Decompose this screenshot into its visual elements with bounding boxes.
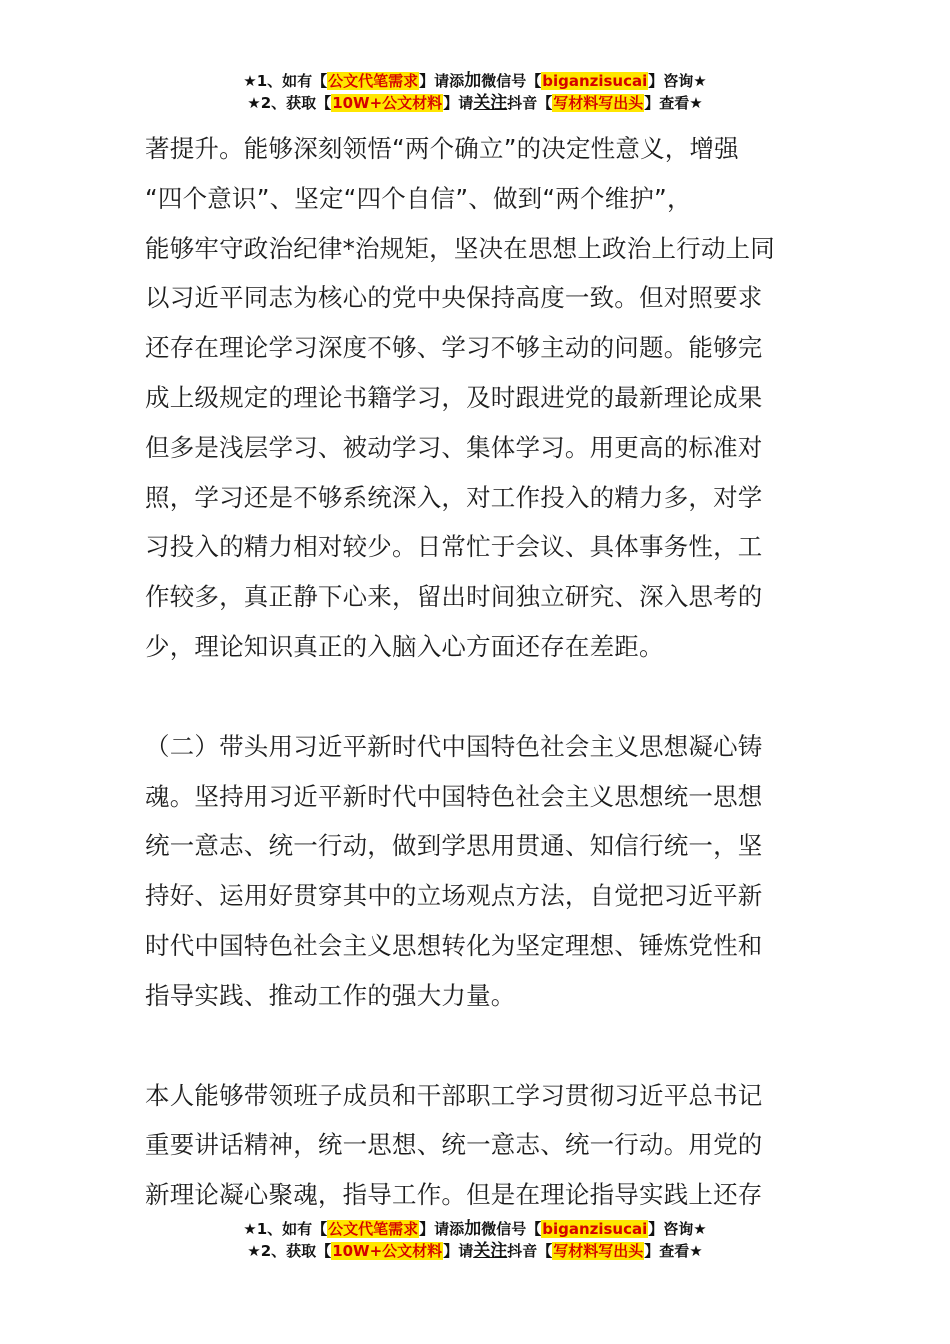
text-line: 习投入的精力相对较少。日常忙于会议、具体事务性，工 bbox=[145, 532, 763, 562]
text-line: 成上级规定的理论书籍学习，及时跟进党的最新理论成果 bbox=[145, 382, 763, 412]
banner-text: 】查看★ bbox=[644, 94, 703, 112]
text-line: 少，理论知识真正的入脑入心方面还存在差距。 bbox=[145, 631, 664, 661]
text-line: 新理论凝心聚魂，指导工作。但是在理论指导实践上还存 bbox=[145, 1180, 763, 1210]
banner-text: 】请添 bbox=[419, 1220, 465, 1238]
section-heading-line: （二）带头用习近平新时代中国特色社会主义思想凝心铸 bbox=[145, 731, 763, 761]
text-line: 照，学习还是不够系统深入，对工作投入的精力多，对学 bbox=[145, 482, 763, 512]
text-line: 魂。坚持用习近平新时代中国特色社会主义思想统一思想 bbox=[145, 781, 763, 811]
paragraph-2 bbox=[145, 722, 810, 1021]
banner-text: 微信号【 bbox=[481, 1220, 542, 1238]
banner-text: 抖音【 bbox=[507, 1242, 553, 1260]
paragraph-3 bbox=[145, 1071, 810, 1220]
text-line: 本人能够带领班子成员和干部职工学习贯彻习近平总书记 bbox=[145, 1080, 763, 1110]
text-line: 著提升。能够深刻领悟“两个确立”的决定性意义，增强 bbox=[145, 134, 739, 163]
text-line: 时代中国特色社会主义思想转化为坚定理想、锤炼党性和 bbox=[145, 930, 763, 960]
banner-text: ★2、获取【 bbox=[247, 1242, 332, 1260]
banner-text: 】请 bbox=[443, 94, 474, 112]
text-line: 持好、运用好贯穿其中的立场观点方法，自觉把习近平新 bbox=[145, 881, 763, 911]
banner-text: 】查看★ bbox=[644, 1242, 703, 1260]
document-body bbox=[145, 124, 810, 1220]
banner-highlight: 写材料写出头 bbox=[553, 1242, 644, 1260]
banner-line-1 bbox=[0, 70, 950, 92]
banner-emphasis: 加 bbox=[464, 71, 482, 91]
banner-highlight: biganzisucai bbox=[542, 72, 648, 90]
banner-highlight: 写材料写出头 bbox=[553, 94, 644, 112]
banner-text: 微信号【 bbox=[481, 72, 542, 90]
text-line: 重要讲话精神，统一思想、统一意志、统一行动。用党的 bbox=[145, 1130, 763, 1160]
text-line: 以习近平同志为核心的党中央保持高度一致。但对照要求 bbox=[145, 283, 763, 313]
text-line: 还存在理论学习深度不够、学习不够主动的问题。能够完 bbox=[145, 333, 763, 363]
banner-text: ★1、如有【 bbox=[243, 72, 328, 90]
banner-text: 】咨询★ bbox=[648, 72, 707, 90]
banner-text: 】请添 bbox=[419, 72, 465, 90]
banner-text: 】咨询★ bbox=[648, 1220, 707, 1238]
text-line: 统一意志、统一行动，做到学思用贯通、知信行统一，坚 bbox=[145, 831, 763, 861]
banner-text: ★1、如有【 bbox=[243, 1220, 328, 1238]
banner-emphasis: 关注 bbox=[473, 1241, 508, 1261]
footer-banner bbox=[0, 1218, 950, 1262]
text-line: 但多是浅层学习、被动学习、集体学习。用更高的标准对 bbox=[145, 432, 763, 462]
text-line: 能够牢守政治纪律*治规矩，坚决在思想上政治上行动上同 bbox=[145, 233, 775, 263]
text-line: 指导实践、推动工作的强大力量。 bbox=[145, 980, 516, 1010]
paragraph-gap bbox=[145, 1021, 810, 1071]
header-banner bbox=[0, 70, 950, 114]
banner-highlight: biganzisucai bbox=[542, 1220, 648, 1238]
banner-highlight: 10W+公文材料 bbox=[332, 94, 443, 112]
banner-text: 抖音【 bbox=[507, 94, 553, 112]
banner-emphasis: 关注 bbox=[473, 93, 508, 113]
banner-line-2 bbox=[0, 92, 950, 114]
text-line: “四个意识”、坚定“四个自信”、做到“两个维护”， bbox=[145, 183, 692, 213]
banner-highlight: 10W+公文材料 bbox=[332, 1242, 443, 1260]
text-line: 作较多，真正静下心来，留出时间独立研究、深入思考的 bbox=[145, 582, 763, 612]
paragraph-gap bbox=[145, 672, 810, 722]
banner-line-1 bbox=[0, 1218, 950, 1240]
banner-text: 】请 bbox=[443, 1242, 474, 1260]
banner-text: ★2、获取【 bbox=[247, 94, 332, 112]
banner-emphasis: 加 bbox=[464, 1219, 482, 1239]
banner-highlight: 公文代笔需求 bbox=[328, 72, 419, 90]
banner-line-2 bbox=[0, 1240, 950, 1262]
banner-highlight: 公文代笔需求 bbox=[328, 1220, 419, 1238]
paragraph-1 bbox=[145, 124, 810, 672]
